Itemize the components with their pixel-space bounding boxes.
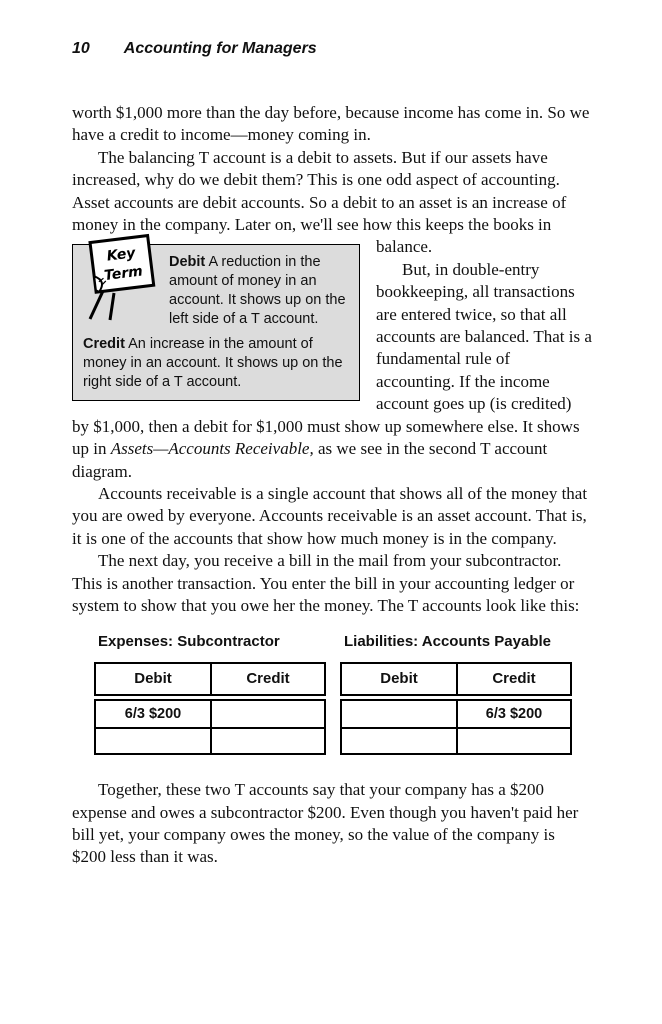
t-account-liabilities-title: Liabilities: Accounts Payable bbox=[344, 633, 552, 651]
paragraph-3-text-a: But, in double-entry bookkeeping, all transactions are entered twice, so that all accounts are balanced. That is a fundamental rule of accounting. If the income account goes up (is credited) by $1,000, then a debit for $1,000 must show up somewhere else. It shows up in bbox=[72, 259, 592, 459]
key-term-flipchart-icon bbox=[81, 233, 161, 321]
paragraph-2-text-a: The balancing T account is a debit to assets. But if our assets have increased, why do we debit them? This is one odd aspect of accounting. Asset accounts are debit accounts. So a debit to an asset is an increase of money in the company. Later on, we'll bbox=[72, 147, 567, 235]
paragraph-4-text: Accounts receivable is a single account that shows all of the money that you are owed by everyone. Accounts receivable is an asset account. That is, it is one of the accounts that show how much money is in the company. bbox=[72, 483, 588, 548]
paragraph-3-italic-phrase: Assets—Accounts Receivable, bbox=[110, 439, 314, 459]
svg-text:Term: Term bbox=[103, 263, 144, 285]
paragraph-2-text-b: see how this keeps the books in balance. bbox=[336, 215, 552, 257]
key-term-debit-label: Debit bbox=[169, 254, 206, 271]
paragraph-1-text: worth $1,000 more than the day before, because income has come in. So we have a credit to income—money coming in. bbox=[72, 103, 590, 145]
paragraph-1 bbox=[72, 102, 592, 147]
key-term-credit-label: Credit bbox=[83, 336, 125, 353]
credit-entry-cell bbox=[210, 701, 324, 727]
paragraph-4 bbox=[72, 483, 592, 550]
debit-entry-cell: 6/3 $200 bbox=[124, 706, 182, 723]
debit-entry-cell bbox=[342, 729, 456, 753]
body-text bbox=[72, 102, 592, 869]
table-row bbox=[96, 701, 324, 727]
paragraph-6 bbox=[72, 779, 592, 869]
page-number: 10 bbox=[72, 40, 90, 57]
t-account-expenses bbox=[94, 631, 326, 755]
key-term-box bbox=[72, 244, 360, 401]
paragraph-5 bbox=[72, 550, 592, 617]
key-term-credit bbox=[83, 335, 349, 392]
credit-entry-cell bbox=[456, 729, 570, 753]
debit-entry-cell bbox=[342, 701, 456, 727]
t-account-expenses-title: Expenses: Subcontractor bbox=[98, 633, 280, 651]
credit-entry-cell: 6/3 $200 bbox=[456, 701, 570, 727]
credit-entry-cell bbox=[210, 729, 324, 753]
t-account-liabilities bbox=[340, 631, 572, 755]
key-term-credit-definition: An increase in the amount of money in an account. It shows up on the right side of a T account. bbox=[83, 336, 343, 391]
column-header-debit: Debit bbox=[134, 669, 172, 687]
key-term-debit-definition: A reduction in the amount of money in an account. It shows up on the left side of a T account. bbox=[169, 254, 346, 328]
table-row bbox=[96, 727, 324, 753]
table-row bbox=[342, 701, 570, 727]
column-header-credit: Credit bbox=[210, 664, 324, 694]
t-account-liabilities-body bbox=[340, 699, 572, 755]
table-row bbox=[342, 727, 570, 753]
t-account-liabilities-header bbox=[340, 662, 572, 696]
debit-entry-cell bbox=[96, 729, 210, 753]
column-header-credit: Credit bbox=[456, 664, 570, 694]
paragraph-6-text: Together, these two T accounts say that your company has a $200 expense and owes a subcontractor $200. Even though you haven't paid her bill yet, your company owes the money, so the value of the company is $200 less than it was. bbox=[72, 780, 579, 867]
t-accounts-section bbox=[94, 631, 592, 755]
paragraph-3-text-b: as we see in the second T account diagram. bbox=[72, 439, 548, 481]
running-head bbox=[72, 40, 592, 58]
svg-text:Key: Key bbox=[105, 245, 137, 266]
t-account-expenses-header bbox=[94, 662, 326, 696]
t-account-expenses-body bbox=[94, 699, 326, 755]
paragraph-5-text: The next day, you receive a bill in the mail from your subcontractor. This is another transaction. You enter the bill in your accounting ledger or system to show that you owe her the money. The T accounts look like this: bbox=[72, 551, 580, 615]
book-title: Accounting for Managers bbox=[123, 40, 317, 57]
column-header-debit: Debit bbox=[380, 669, 418, 687]
